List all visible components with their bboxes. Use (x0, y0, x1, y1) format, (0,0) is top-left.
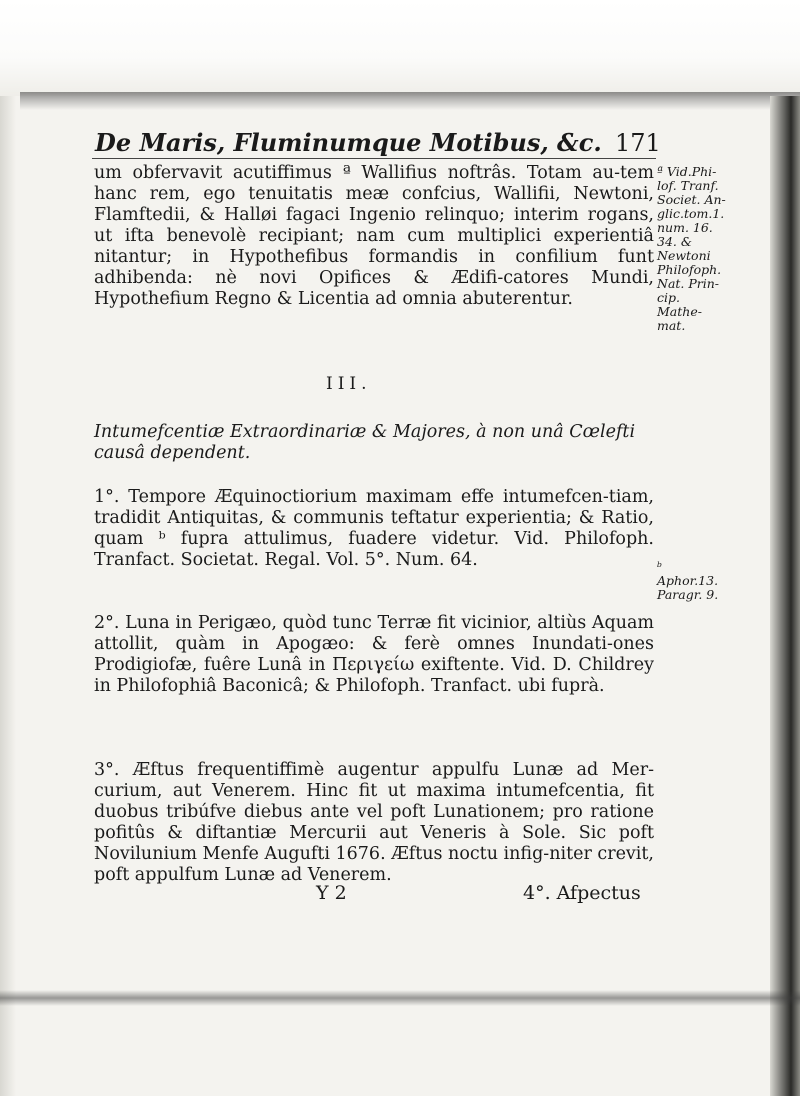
section-title: Intumefcentiæ Extraordinariæ & Majores, à non unâ Cœlefti causâ dependent. (94, 422, 636, 463)
paragraph-4: 3°. Æftus frequentiffimè augentur appulfu Lunæ ad Mer-curium, aut Venerem. Hinc fit ut maxima intumefcentia, fit duobus tribúfve diebus ante vel poft Lunationem; pro ratione pofitûs & diftantiæ Mercurii aut Veneris à Sole. Sic poft Novilunium Menfe Augufti 1676. Æftus noctu infig-niter crevit, poft appulfum Lunæ ad Venerem. (94, 760, 654, 885)
catchword: 4°. Afpectus (523, 882, 641, 904)
section-number: III. (326, 374, 372, 394)
margin-note-2: ᵇ Aphor.13. Paragr. 9. (657, 559, 719, 602)
paragraph-1: um obfervavit acutiffimus ª Wallifius noftrâs. Totam au-tem hanc rem, ego tenuitatis meæ confcius, Wallifii, Newtoni, Flamftedii, & Halløi fagaci Ingenio relinquo; interim rogans, ut ifta benevolè recipiant; nam cum multiplici experientiâ nitantur; in Hypothefibus formandis in confilium funt adhibenda: nè novi Opifices & Ædifi-catores Mundi, Hypothefium Regno & Licentia ad omnia abuterentur. (94, 163, 654, 309)
paragraph-2: 1°. Tempore Æquinoctiorium maximam effe intumefcen-tiam, tradidit Antiquitas, & communis teftatur experientia; & Ratio, quam ᵇ fupra attulimus, fuadere videtur. Vid. Philofoph. Tranfact. Societat. Regal. Vol. 5°. Num. 64. (94, 487, 654, 570)
page-number: 171 (615, 129, 661, 157)
scan-margin-top (0, 0, 800, 96)
header-rule (92, 158, 656, 159)
scan-shadow-bottom (0, 990, 800, 1006)
scan-shadow-top (20, 92, 800, 110)
running-head: De Maris, Fluminumque Motibus, &c. (95, 128, 602, 157)
margin-note-1: ª Vid.Phi-lof. Tranf. Societ. An-glic.tom.1. num. 16. 34. & Newtoni Philofoph. Nat. Prin-cip. Mathe-mat. (657, 164, 726, 333)
book-spine-edge (770, 96, 800, 1096)
signature-mark: Y 2 (316, 882, 347, 904)
paragraph-3: 2°. Luna in Perigæo, quòd tunc Terræ fit vicinior, altiùs Aquam attollit, quàm in Apogæo: & ferè omnes Inundati-ones Prodigiofæ, fuêre Lunâ in Περιγείω exiftente. Vid. D. Childrey in Philofophiâ Baconicâ; & Philofoph. Tranfact. ubi fuprà. (94, 613, 654, 696)
scan-edge-left (0, 96, 16, 1096)
